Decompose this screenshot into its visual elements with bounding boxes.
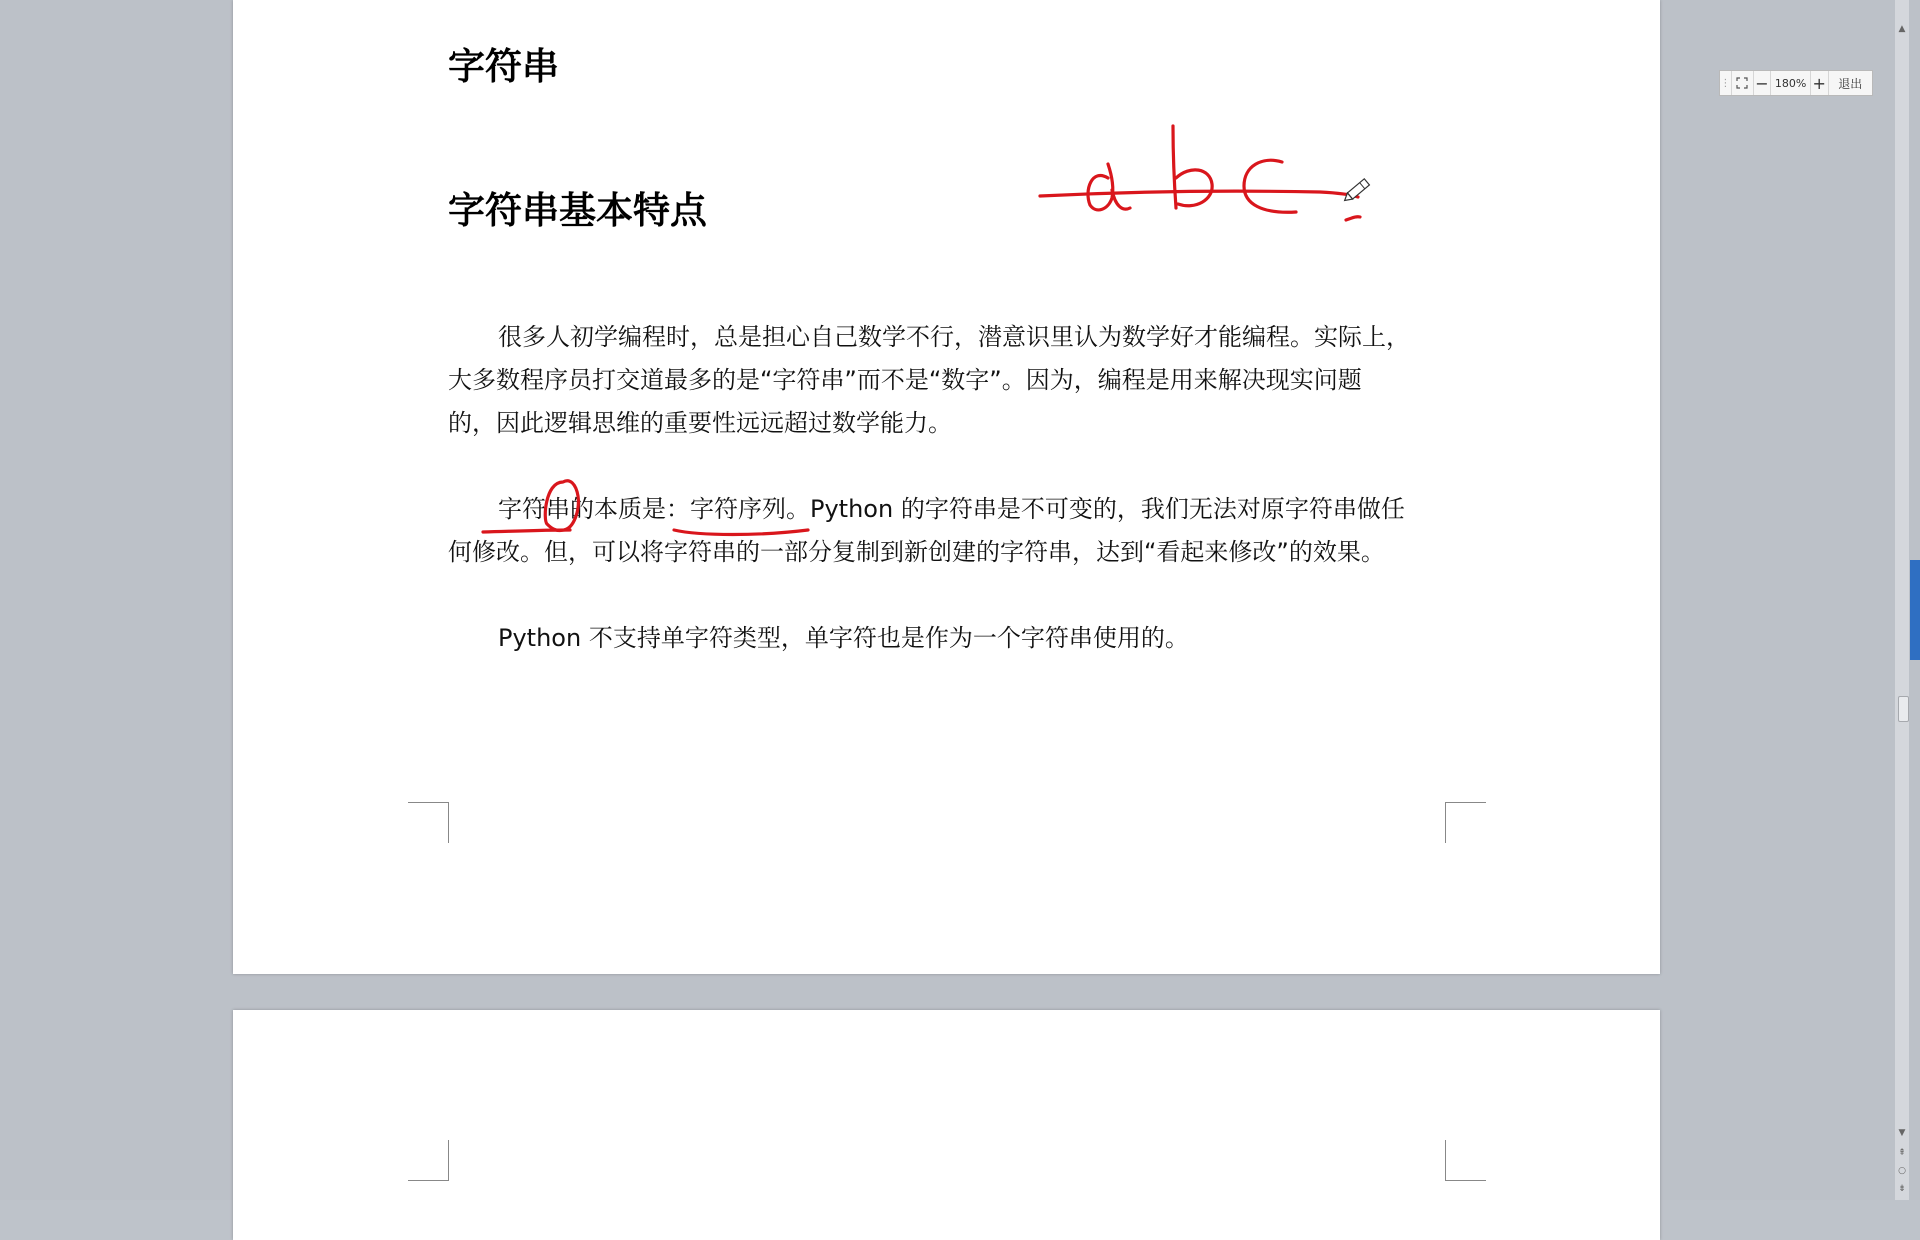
scroll-up-icon[interactable]: ▲ <box>1898 24 1906 34</box>
page-corner-mark-bottom-left <box>408 802 449 843</box>
grip-icon[interactable]: ⋮ <box>1720 71 1732 95</box>
page-corner-mark-top-left <box>408 1140 449 1181</box>
vertical-scrollbar[interactable] <box>1895 0 1909 1200</box>
zoom-level-display[interactable]: 180% <box>1771 71 1810 95</box>
paragraph-line: 字符串的本质是：字符序列。Python 的字符串是不可变的，我们无法对原字符串做任 <box>498 495 1405 523</box>
document-title: 字符串 <box>448 45 559 88</box>
zoom-in-button[interactable]: + <box>1811 71 1829 95</box>
previous-page-icon[interactable]: ⇞ <box>1898 1148 1906 1158</box>
page-corner-mark-bottom-right <box>1445 802 1486 843</box>
paragraph-line: 的，因此逻辑思维的重要性远远超过数学能力。 <box>448 409 952 437</box>
paragraph-line: 何修改。但，可以将字符串的一部分复制到新创建的字符串，达到“看起来修改”的效果。 <box>448 538 1385 566</box>
fit-screen-icon[interactable] <box>1732 71 1754 95</box>
paragraph-line: Python 不支持单字符类型，单字符也是作为一个字符串使用的。 <box>498 624 1189 652</box>
document-page-2[interactable] <box>233 1010 1660 1240</box>
document-page-1[interactable] <box>233 0 1660 974</box>
exit-button[interactable]: 退出 <box>1838 76 1863 91</box>
paragraph-2 <box>448 488 1448 574</box>
paragraph-line: 大多数程序员打交道最多的是“字符串”而不是“数字”。因为，编程是用来解决现实问题 <box>448 366 1362 394</box>
page-corner-mark-top-right <box>1445 1140 1486 1181</box>
paragraph-line: 很多人初学编程时，总是担心自己数学不行，潜意识里认为数学好才能编程。实际上， <box>498 323 1410 351</box>
side-panel-tab[interactable] <box>1910 560 1920 660</box>
paragraph-3 <box>448 617 1448 660</box>
zoom-toolbar <box>1719 70 1873 96</box>
zoom-out-button[interactable]: − <box>1754 71 1772 95</box>
scrollbar-thumb[interactable] <box>1898 696 1909 722</box>
browse-object-icon[interactable]: ○ <box>1898 1166 1906 1176</box>
section-heading: 字符串基本特点 <box>448 189 707 232</box>
scroll-down-icon[interactable]: ▼ <box>1898 1128 1906 1138</box>
next-page-icon[interactable]: ⇟ <box>1898 1184 1906 1194</box>
paragraph-1 <box>448 316 1448 445</box>
